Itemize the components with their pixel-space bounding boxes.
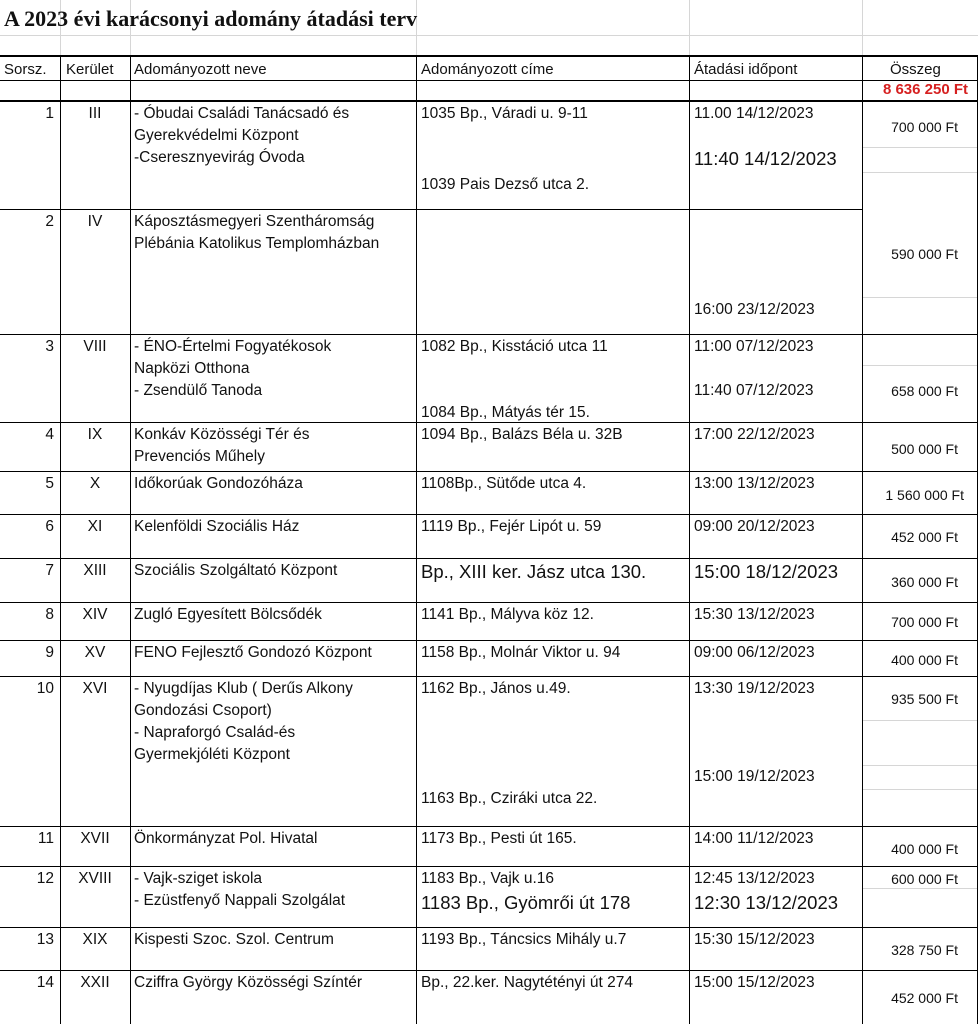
row-address: 1094 Bp., Balázs Béla u. 32B bbox=[421, 426, 623, 443]
row-address: 1039 Pais Dezső utca 2. bbox=[421, 176, 590, 193]
row-address: Bp., 22.ker. Nagytétényi út 274 bbox=[421, 974, 633, 991]
row-name: - Vajk-sziget iskola bbox=[134, 870, 263, 887]
row-number: 12 bbox=[36, 870, 54, 887]
row-name: Gondozási Csoport) bbox=[134, 702, 272, 719]
row-address: 1158 Bp., Molnár Viktor u. 94 bbox=[421, 644, 621, 661]
row-address: 1082 Bp., Kisstáció utca 11 bbox=[421, 338, 608, 355]
row-time: 12:30 13/12/2023 bbox=[694, 892, 839, 913]
row-name: - Óbudai Családi Tanácsadó és bbox=[134, 105, 350, 122]
header-kerulet: Kerület bbox=[66, 61, 114, 78]
row-amount: 590 000 Ft bbox=[891, 246, 958, 262]
row-address: 1108Bp., Sütőde utca 4. bbox=[421, 475, 587, 492]
row-number: 7 bbox=[45, 562, 54, 579]
row-name: - Napraforgó Család-és bbox=[134, 724, 296, 741]
row-address: 1193 Bp., Táncsics Mihály u.7 bbox=[421, 931, 627, 948]
row-number: 14 bbox=[36, 974, 54, 991]
row-amount: 360 000 Ft bbox=[891, 574, 958, 590]
row-time: 15:30 15/12/2023 bbox=[694, 931, 815, 948]
row-number: 8 bbox=[45, 606, 54, 623]
row-time: 11:40 14/12/2023 bbox=[694, 148, 837, 169]
row-number: 2 bbox=[45, 213, 54, 230]
row-time: 12:45 13/12/2023 bbox=[694, 870, 815, 887]
row-time: 17:00 22/12/2023 bbox=[694, 426, 815, 443]
row-number: 5 bbox=[45, 475, 54, 492]
row-kerulet: X bbox=[89, 475, 101, 492]
row-kerulet: XIII bbox=[83, 562, 107, 579]
row-address: Bp., XIII ker. Jász utca 130. bbox=[421, 561, 647, 582]
row-kerulet: VIII bbox=[83, 338, 107, 355]
row-number: 11 bbox=[37, 830, 54, 847]
row-name: Kelenföldi Szociális Ház bbox=[134, 518, 300, 535]
row-name: Cziffra György Közösségi Színtér bbox=[134, 974, 362, 991]
row-kerulet: XVI bbox=[82, 680, 108, 697]
row-time: 15:30 13/12/2023 bbox=[694, 606, 815, 623]
row-amount: 700 000 Ft bbox=[891, 614, 958, 630]
row-time: 09:00 06/12/2023 bbox=[694, 644, 815, 661]
row-number: 9 bbox=[45, 644, 54, 661]
row-kerulet: XV bbox=[84, 644, 106, 661]
row-name: Önkormányzat Pol. Hivatal bbox=[134, 830, 318, 847]
row-time: 15:00 18/12/2023 bbox=[694, 561, 839, 582]
row-address: 1173 Bp., Pesti út 165. bbox=[421, 830, 577, 847]
row-time: 09:00 20/12/2023 bbox=[694, 518, 815, 535]
row-amount: 452 000 Ft bbox=[891, 990, 958, 1006]
row-address: 1035 Bp., Váradi u. 9-11 bbox=[421, 105, 588, 122]
row-amount: 500 000 Ft bbox=[891, 441, 958, 457]
row-kerulet: XXII bbox=[80, 974, 110, 991]
header-idopont: Átadási időpont bbox=[694, 61, 798, 78]
row-name: Plébánia Katolikus Templomházban bbox=[134, 235, 380, 252]
header-nev: Adományozott neve bbox=[134, 61, 267, 78]
row-name: FENO Fejlesztő Gondozó Központ bbox=[134, 644, 372, 661]
row-name: - Ezüstfenyő Nappali Szolgálat bbox=[134, 892, 346, 909]
row-amount: 400 000 Ft bbox=[891, 652, 958, 668]
row-time: 15:00 19/12/2023 bbox=[694, 768, 815, 785]
row-name: -Cseresznyevirág Óvoda bbox=[134, 149, 305, 166]
header-osszeg: Összeg bbox=[890, 61, 941, 78]
row-name: Szociális Szolgáltató Központ bbox=[134, 562, 338, 579]
row-kerulet: III bbox=[88, 105, 102, 122]
row-number: 13 bbox=[36, 931, 54, 948]
row-address: 1084 Bp., Mátyás tér 15. bbox=[421, 404, 590, 421]
row-number: 1 bbox=[45, 105, 54, 122]
row-kerulet: XI bbox=[87, 518, 103, 535]
row-kerulet: XVIII bbox=[78, 870, 112, 887]
row-number: 6 bbox=[45, 518, 54, 535]
row-time: 11:00 07/12/2023 bbox=[694, 338, 814, 355]
row-name: Gyermekjóléti Központ bbox=[134, 746, 290, 763]
row-address: 1163 Bp., Cziráki utca 22. bbox=[421, 790, 598, 807]
row-time: 11.00 14/12/2023 bbox=[694, 105, 814, 122]
row-amount: 1 560 000 Ft bbox=[885, 487, 964, 503]
row-name: - Nyugdíjas Klub ( Derűs Alkony bbox=[134, 680, 353, 697]
row-name: Konkáv Közösségi Tér és bbox=[134, 426, 310, 443]
row-kerulet: IV bbox=[87, 213, 103, 230]
row-time: 15:00 15/12/2023 bbox=[694, 974, 815, 991]
row-time: 13:30 19/12/2023 bbox=[694, 680, 815, 697]
page-title: A 2023 évi karácsonyi adomány átadási terv bbox=[4, 6, 418, 31]
row-amount: 700 000 Ft bbox=[891, 119, 958, 135]
row-time: 14:00 11/12/2023 bbox=[694, 830, 814, 847]
row-name: Zugló Egyesített Bölcsődék bbox=[134, 606, 322, 623]
row-kerulet: XIX bbox=[82, 931, 108, 948]
row-name: Kispesti Szoc. Szol. Centrum bbox=[134, 931, 334, 948]
row-time: 13:00 13/12/2023 bbox=[694, 475, 815, 492]
row-address: 1183 Bp., Gyömrői út 178 bbox=[421, 892, 631, 913]
row-amount: 328 750 Ft bbox=[891, 942, 958, 958]
row-address: 1183 Bp., Vajk u.16 bbox=[421, 870, 554, 887]
header-sorsz: Sorsz. bbox=[4, 61, 47, 78]
row-amount: 400 000 Ft bbox=[891, 841, 958, 857]
row-name: Prevenciós Műhely bbox=[134, 448, 265, 465]
header-cim: Adományozott címe bbox=[421, 61, 554, 78]
row-kerulet: XIV bbox=[82, 606, 108, 623]
row-time: 11:40 07/12/2023 bbox=[694, 382, 814, 399]
row-name: Időkorúak Gondozóháza bbox=[134, 475, 303, 492]
row-amount: 600 000 Ft bbox=[891, 871, 958, 887]
row-address: 1119 Bp., Fejér Lipót u. 59 bbox=[421, 518, 602, 535]
row-kerulet: IX bbox=[87, 426, 103, 443]
row-address: 1141 Bp., Mályva köz 12. bbox=[421, 606, 594, 623]
row-number: 4 bbox=[45, 426, 54, 443]
row-amount: 658 000 Ft bbox=[891, 383, 958, 399]
row-number: 10 bbox=[36, 680, 54, 697]
row-name: - Zsendülő Tanoda bbox=[134, 382, 263, 399]
row-name: Napközi Otthona bbox=[134, 360, 250, 377]
total-amount: 8 636 250 Ft bbox=[882, 81, 968, 98]
row-number: 3 bbox=[45, 338, 54, 355]
row-name: Gyerekvédelmi Központ bbox=[134, 127, 299, 144]
row-amount: 935 500 Ft bbox=[891, 691, 958, 707]
row-amount: 452 000 Ft bbox=[891, 529, 958, 545]
row-name: - ÉNO-Értelmi Fogyatékosok bbox=[134, 338, 332, 355]
row-kerulet: XVII bbox=[80, 830, 110, 847]
row-time: 16:00 23/12/2023 bbox=[694, 301, 815, 318]
row-name: Káposztásmegyeri Szentháromság bbox=[134, 213, 375, 230]
row-address: 1162 Bp., János u.49. bbox=[421, 680, 571, 697]
